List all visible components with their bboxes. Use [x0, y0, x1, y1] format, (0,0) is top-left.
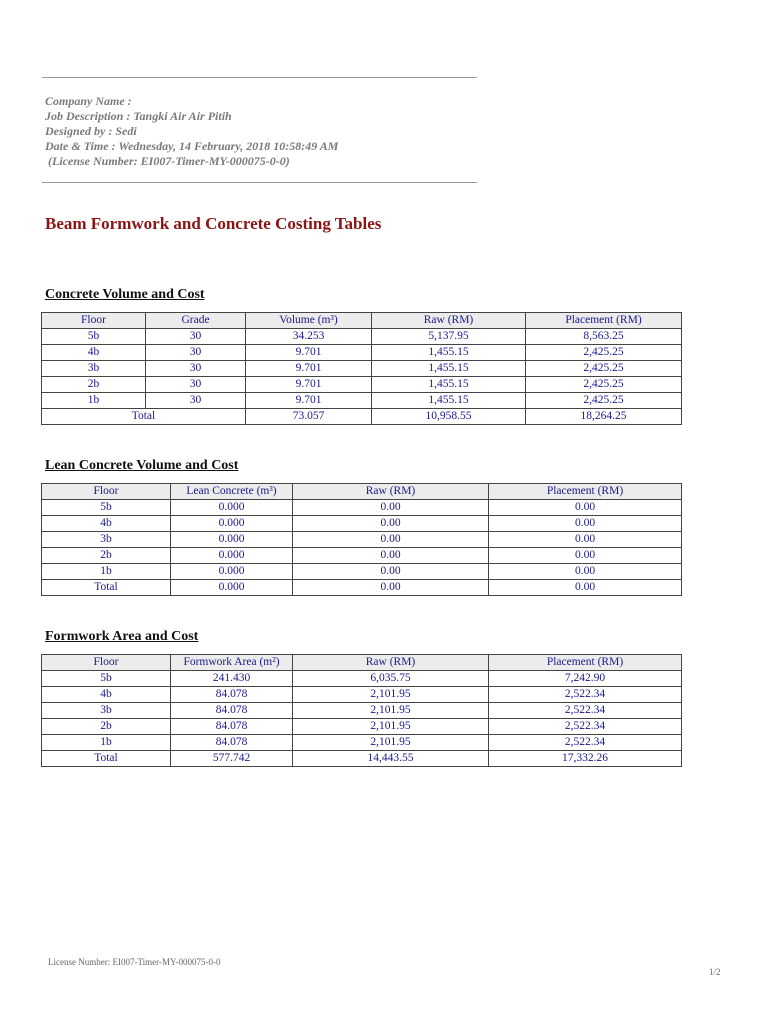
table-cell: 1,455.15	[372, 377, 526, 393]
table-cell: 3b	[42, 532, 171, 548]
table-cell: 6,035.75	[293, 671, 489, 687]
table-cell: 1b	[42, 393, 146, 409]
lean-section-title: Lean Concrete Volume and Cost	[45, 458, 239, 473]
document-title: Beam Formwork and Concrete Costing Tables	[45, 214, 382, 233]
table-cell: 2,101.95	[293, 687, 489, 703]
table-cell: 2,101.95	[293, 719, 489, 735]
table-cell: 17,332.26	[489, 751, 682, 767]
table-cell: 0.00	[489, 516, 682, 532]
table-cell: 0.00	[489, 532, 682, 548]
table-cell: 3b	[42, 703, 171, 719]
table-cell: Total	[42, 580, 171, 596]
table-cell: 0.00	[293, 500, 489, 516]
table-cell: 9.701	[246, 393, 372, 409]
table-cell: 2b	[42, 548, 171, 564]
header-top-rule	[42, 77, 477, 78]
table-row	[42, 516, 682, 532]
column-header: Raw (RM)	[372, 313, 526, 329]
table-cell: 0.000	[171, 580, 293, 596]
table-cell: 0.00	[293, 516, 489, 532]
table-cell: 241.430	[171, 671, 293, 687]
concrete-section-title: Concrete Volume and Cost	[45, 287, 205, 302]
table-cell: 2,522.34	[489, 687, 682, 703]
column-header: Floor	[42, 313, 146, 329]
license-number: (License Number: EI007-Timer-MY-000075-0-0)	[45, 154, 290, 168]
table-cell: 2,425.25	[526, 345, 682, 361]
total-label: Total	[42, 409, 246, 425]
table-row	[42, 735, 682, 751]
table-cell: 5b	[42, 329, 146, 345]
table-cell: 8,563.25	[526, 329, 682, 345]
date-time: Date & Time : Wednesday, 14 February, 2018 10:58:49 AM	[45, 139, 339, 153]
table-cell: 0.000	[171, 516, 293, 532]
table-header-row	[42, 484, 682, 500]
table-cell: 5,137.95	[372, 329, 526, 345]
table-row	[42, 361, 682, 377]
table-row	[42, 703, 682, 719]
table-cell: 84.078	[171, 687, 293, 703]
table-cell: 34.253	[246, 329, 372, 345]
column-header: Grade	[146, 313, 246, 329]
table-header-row	[42, 655, 682, 671]
column-header: Floor	[42, 655, 171, 671]
table-cell: 2,101.95	[293, 735, 489, 751]
column-header: Volume (m³)	[246, 313, 372, 329]
table-cell: Total	[42, 751, 171, 767]
table-cell: 0.000	[171, 500, 293, 516]
document-meta	[45, 94, 338, 169]
table-cell: 84.078	[171, 735, 293, 751]
table-cell: 577.742	[171, 751, 293, 767]
designed-by: Designed by : Sedi	[45, 124, 137, 138]
table-cell: 9.701	[246, 377, 372, 393]
table-row	[42, 377, 682, 393]
table-cell: 30	[146, 377, 246, 393]
column-header: Placement (RM)	[489, 655, 682, 671]
footer-license: License Number: EI007-Timer-MY-000075-0-0	[48, 957, 221, 967]
table-total-row	[42, 580, 682, 596]
table-row	[42, 329, 682, 345]
table-cell: 5b	[42, 500, 171, 516]
table-cell: 7,242.90	[489, 671, 682, 687]
formwork-section-title: Formwork Area and Cost	[45, 629, 199, 644]
table-row	[42, 532, 682, 548]
table-cell: 2b	[42, 377, 146, 393]
table-cell: 30	[146, 345, 246, 361]
table-cell: 9.701	[246, 361, 372, 377]
table-cell: 30	[146, 393, 246, 409]
table-cell: 0.000	[171, 532, 293, 548]
table-cell: 14,443.55	[293, 751, 489, 767]
table-cell: 84.078	[171, 703, 293, 719]
table-cell: 1,455.15	[372, 361, 526, 377]
column-header: Raw (RM)	[293, 484, 489, 500]
table-cell: 0.00	[489, 500, 682, 516]
formwork-table	[41, 654, 682, 767]
table-cell: 1b	[42, 735, 171, 751]
header-bottom-rule	[42, 182, 477, 183]
table-cell: 0.00	[293, 564, 489, 580]
table-row	[42, 564, 682, 580]
table-cell: 1,455.15	[372, 345, 526, 361]
table-cell: 2,425.25	[526, 393, 682, 409]
table-cell: 0.00	[293, 580, 489, 596]
total-raw: 10,958.55	[372, 409, 526, 425]
table-cell: 2,522.34	[489, 735, 682, 751]
table-cell: 2,522.34	[489, 703, 682, 719]
job-description: Job Description : Tangki Air Air Pitih	[45, 109, 232, 123]
table-row	[42, 500, 682, 516]
table-cell: 2,425.25	[526, 377, 682, 393]
page-number: 1/2	[709, 967, 721, 977]
concrete-table	[41, 312, 682, 425]
column-header: Lean Concrete (m³)	[171, 484, 293, 500]
table-cell: 0.00	[489, 580, 682, 596]
table-cell: 84.078	[171, 719, 293, 735]
table-cell: 30	[146, 329, 246, 345]
table-cell: 0.000	[171, 564, 293, 580]
table-cell: 4b	[42, 345, 146, 361]
table-header-row	[42, 313, 682, 329]
table-row	[42, 719, 682, 735]
table-cell: 4b	[42, 516, 171, 532]
table-total-row	[42, 409, 682, 425]
table-cell: 30	[146, 361, 246, 377]
table-cell: 1b	[42, 564, 171, 580]
table-row	[42, 393, 682, 409]
table-cell: 0.00	[489, 564, 682, 580]
table-cell: 5b	[42, 671, 171, 687]
column-header: Raw (RM)	[293, 655, 489, 671]
column-header: Placement (RM)	[526, 313, 682, 329]
lean-concrete-table	[41, 483, 682, 596]
table-cell: 2,425.25	[526, 361, 682, 377]
table-row	[42, 345, 682, 361]
table-cell: 0.000	[171, 548, 293, 564]
table-row	[42, 687, 682, 703]
company-name: Company Name :	[45, 94, 132, 108]
table-row	[42, 671, 682, 687]
table-total-row	[42, 751, 682, 767]
table-cell: 3b	[42, 361, 146, 377]
table-cell: 2,101.95	[293, 703, 489, 719]
table-cell: 1,455.15	[372, 393, 526, 409]
table-cell: 2,522.34	[489, 719, 682, 735]
table-cell: 0.00	[293, 532, 489, 548]
table-cell: 0.00	[293, 548, 489, 564]
table-row	[42, 548, 682, 564]
total-volume: 73.057	[246, 409, 372, 425]
total-placement: 18,264.25	[526, 409, 682, 425]
table-cell: 2b	[42, 719, 171, 735]
table-cell: 4b	[42, 687, 171, 703]
table-cell: 0.00	[489, 548, 682, 564]
column-header: Placement (RM)	[489, 484, 682, 500]
column-header: Floor	[42, 484, 171, 500]
column-header: Formwork Area (m²)	[171, 655, 293, 671]
table-cell: 9.701	[246, 345, 372, 361]
